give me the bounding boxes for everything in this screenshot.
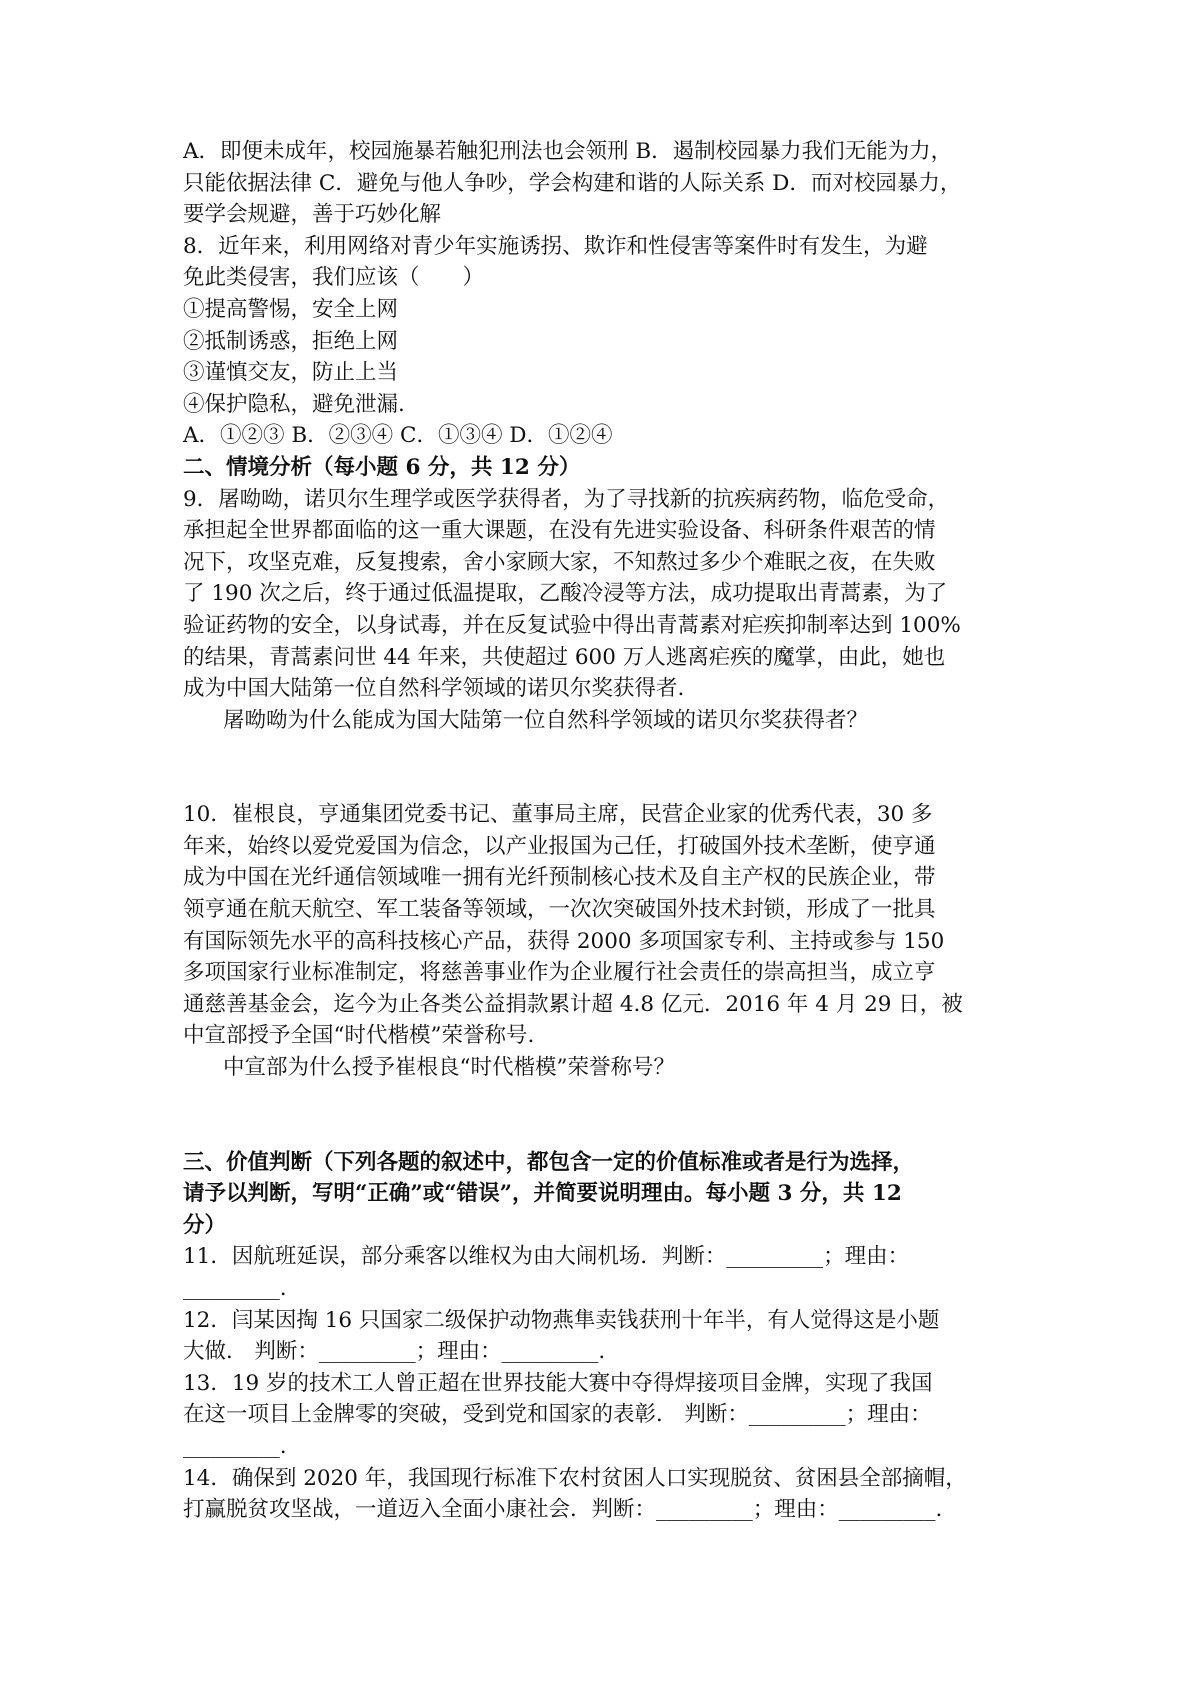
q10-line: 年来，始终以爱党爱国为信念，以产业报国为己任，打破国外技术垄断，使亨通 [183,833,936,859]
question-11 [183,1241,1043,1304]
q10-line: 成为中国在光纤通信领域唯一拥有光纤预制核心技术及自主产权的民族企业，带 [183,865,936,891]
answer-space [183,736,1043,799]
q8-options: A．①②③ B．②③④ C．①③④ D．①②④ [183,423,613,449]
q9-line: 了 190 次之后，终于通过低温提取，乙酸冷浸等方法，成功提取出青蒿素，为了 [183,581,948,607]
q12-line: 12．闫某因掏 16 只国家二级保护动物燕隼卖钱获刑十年半，有人觉得这是小题 [183,1307,940,1333]
q11-line: 11．因航班延误，部分乘客以维权为由大闹机场．判断：_________；理由： [183,1244,910,1270]
section-3-title [183,1147,1043,1242]
q9-line: 的结果，青蒿素问世 44 年来，共使超过 600 万人逃离疟疾的魔掌，由此，她也 [183,644,946,670]
question-13 [183,1368,1043,1463]
q13-line: 13．19 岁的技术工人曾正超在世界技能大赛中夺得焊接项目金牌，实现了我国 [183,1370,933,1396]
q10-question: 中宣部为什么授予崔根良“时代楷模”荣誉称号？ [223,1055,675,1081]
q8-item: ④保护隐私，避免泄漏. [183,391,405,417]
q13-line: 在这一项目上金牌零的突破，受到党和国家的表彰． 判断：_________；理由： [183,1402,932,1428]
section-3-title-line: 三、价值判断（下列各题的叙述中，都包含一定的价值标准或者是行为选择， [183,1149,915,1175]
q8-item: ①提高警惕，安全上网 [183,296,399,322]
q9-line: 验证药物的安全，以身试毒，并在反复试验中得出青蒿素对疟疾抑制率达到 100% [183,612,961,638]
q9-line: 9．屠呦呦，诺贝尔生理学或医学获得者，为了寻找新的抗疾病药物，临危受命， [183,486,950,512]
q8-item: ③谨慎交友，防止上当 [183,360,399,386]
q10-line: 10．崔根良，亨通集团党委书记、董事局主席，民营企业家的优秀代表，30 多 [183,802,933,828]
q8-stem-line: 免此类侵害，我们应该（ ） [183,265,485,291]
section-3-title-line: 分） [183,1212,227,1238]
q7-option-line: 要学会规避，善于巧妙化解 [183,202,442,228]
q10-line: 通慈善基金会，迄今为止各类公益捐款累计超 4.8 亿元．2016 年 4 月 29 日，被 [183,991,963,1017]
question-8 [183,231,1043,452]
q7-options [183,136,1043,231]
q10-line: 多项国家行业标准制定，将慈善事业作为企业履行社会责任的崇高担当，成立亨 [183,960,936,986]
q9-line: 承担起全世界都面临的这一重大课题，在没有先进实验设备、科研条件艰苦的情 [183,518,936,544]
question-9 [183,484,1043,737]
question-10 [183,799,1043,1083]
q8-item: ②抵制诱惑，拒绝上网 [183,328,399,354]
q10-line: 领亨通在航天航空、军工装备等领域，一次次突破国外技术封锁，形成了一批具 [183,897,936,923]
q7-option-line: A．即便未成年，校园施暴若触犯刑法也会领刑 B．遏制校园暴力我们无能为力， [183,139,953,164]
answer-space [183,1084,1043,1147]
q10-line: 中宣部授予全国“时代楷模”荣誉称号. [183,1023,535,1049]
q8-stem-line: 8．近年来，利用网络对青少年实施诱拐、欺诈和性侵害等案件时有发生，为避 [183,233,928,259]
q13-line: _________. [183,1433,287,1459]
q9-line: 成为中国大陆第一位自然科学领域的诺贝尔奖获得者. [183,676,685,702]
q11-line: _________. [183,1276,287,1301]
q14-line: 打赢脱贫攻坚战，一道迈入全面小康社会．判断：_________；理由：_________. [183,1497,943,1523]
section-2-title: 二、情境分析（每小题 6 分，共 12 分） [183,454,581,480]
q7-option-line: 只能依据法律 C．避免与他人争吵，学会构建和谐的人际关系 D．而对校园暴力， [183,170,962,196]
exam-page [183,136,1043,1526]
q14-line: 14．确保到 2020 年，我国现行标准下农村贫困人口实现脱贫、贫困县全部摘帽， [183,1465,967,1491]
q10-line: 有国际领先水平的高科技核心产品，获得 2000 多项国家专利、主持或参与 150 [183,928,945,954]
question-12 [183,1305,1043,1368]
question-14 [183,1463,1043,1526]
section-3-title-line: 请予以判断，写明“正确”或“错误”，并简要说明理由。每小题 3 分，共 12 [183,1181,902,1207]
q12-line: 大做． 判断：_________；理由：_________. [183,1339,606,1365]
q9-question: 屠呦呦为什么能成为国大陆第一位自然科学领域的诺贝尔奖获得者？ [223,707,869,733]
q9-line: 况下，攻坚克难，反复搜索，舍小家顾大家，不知熬过多少个难眠之夜，在失败 [183,549,936,575]
